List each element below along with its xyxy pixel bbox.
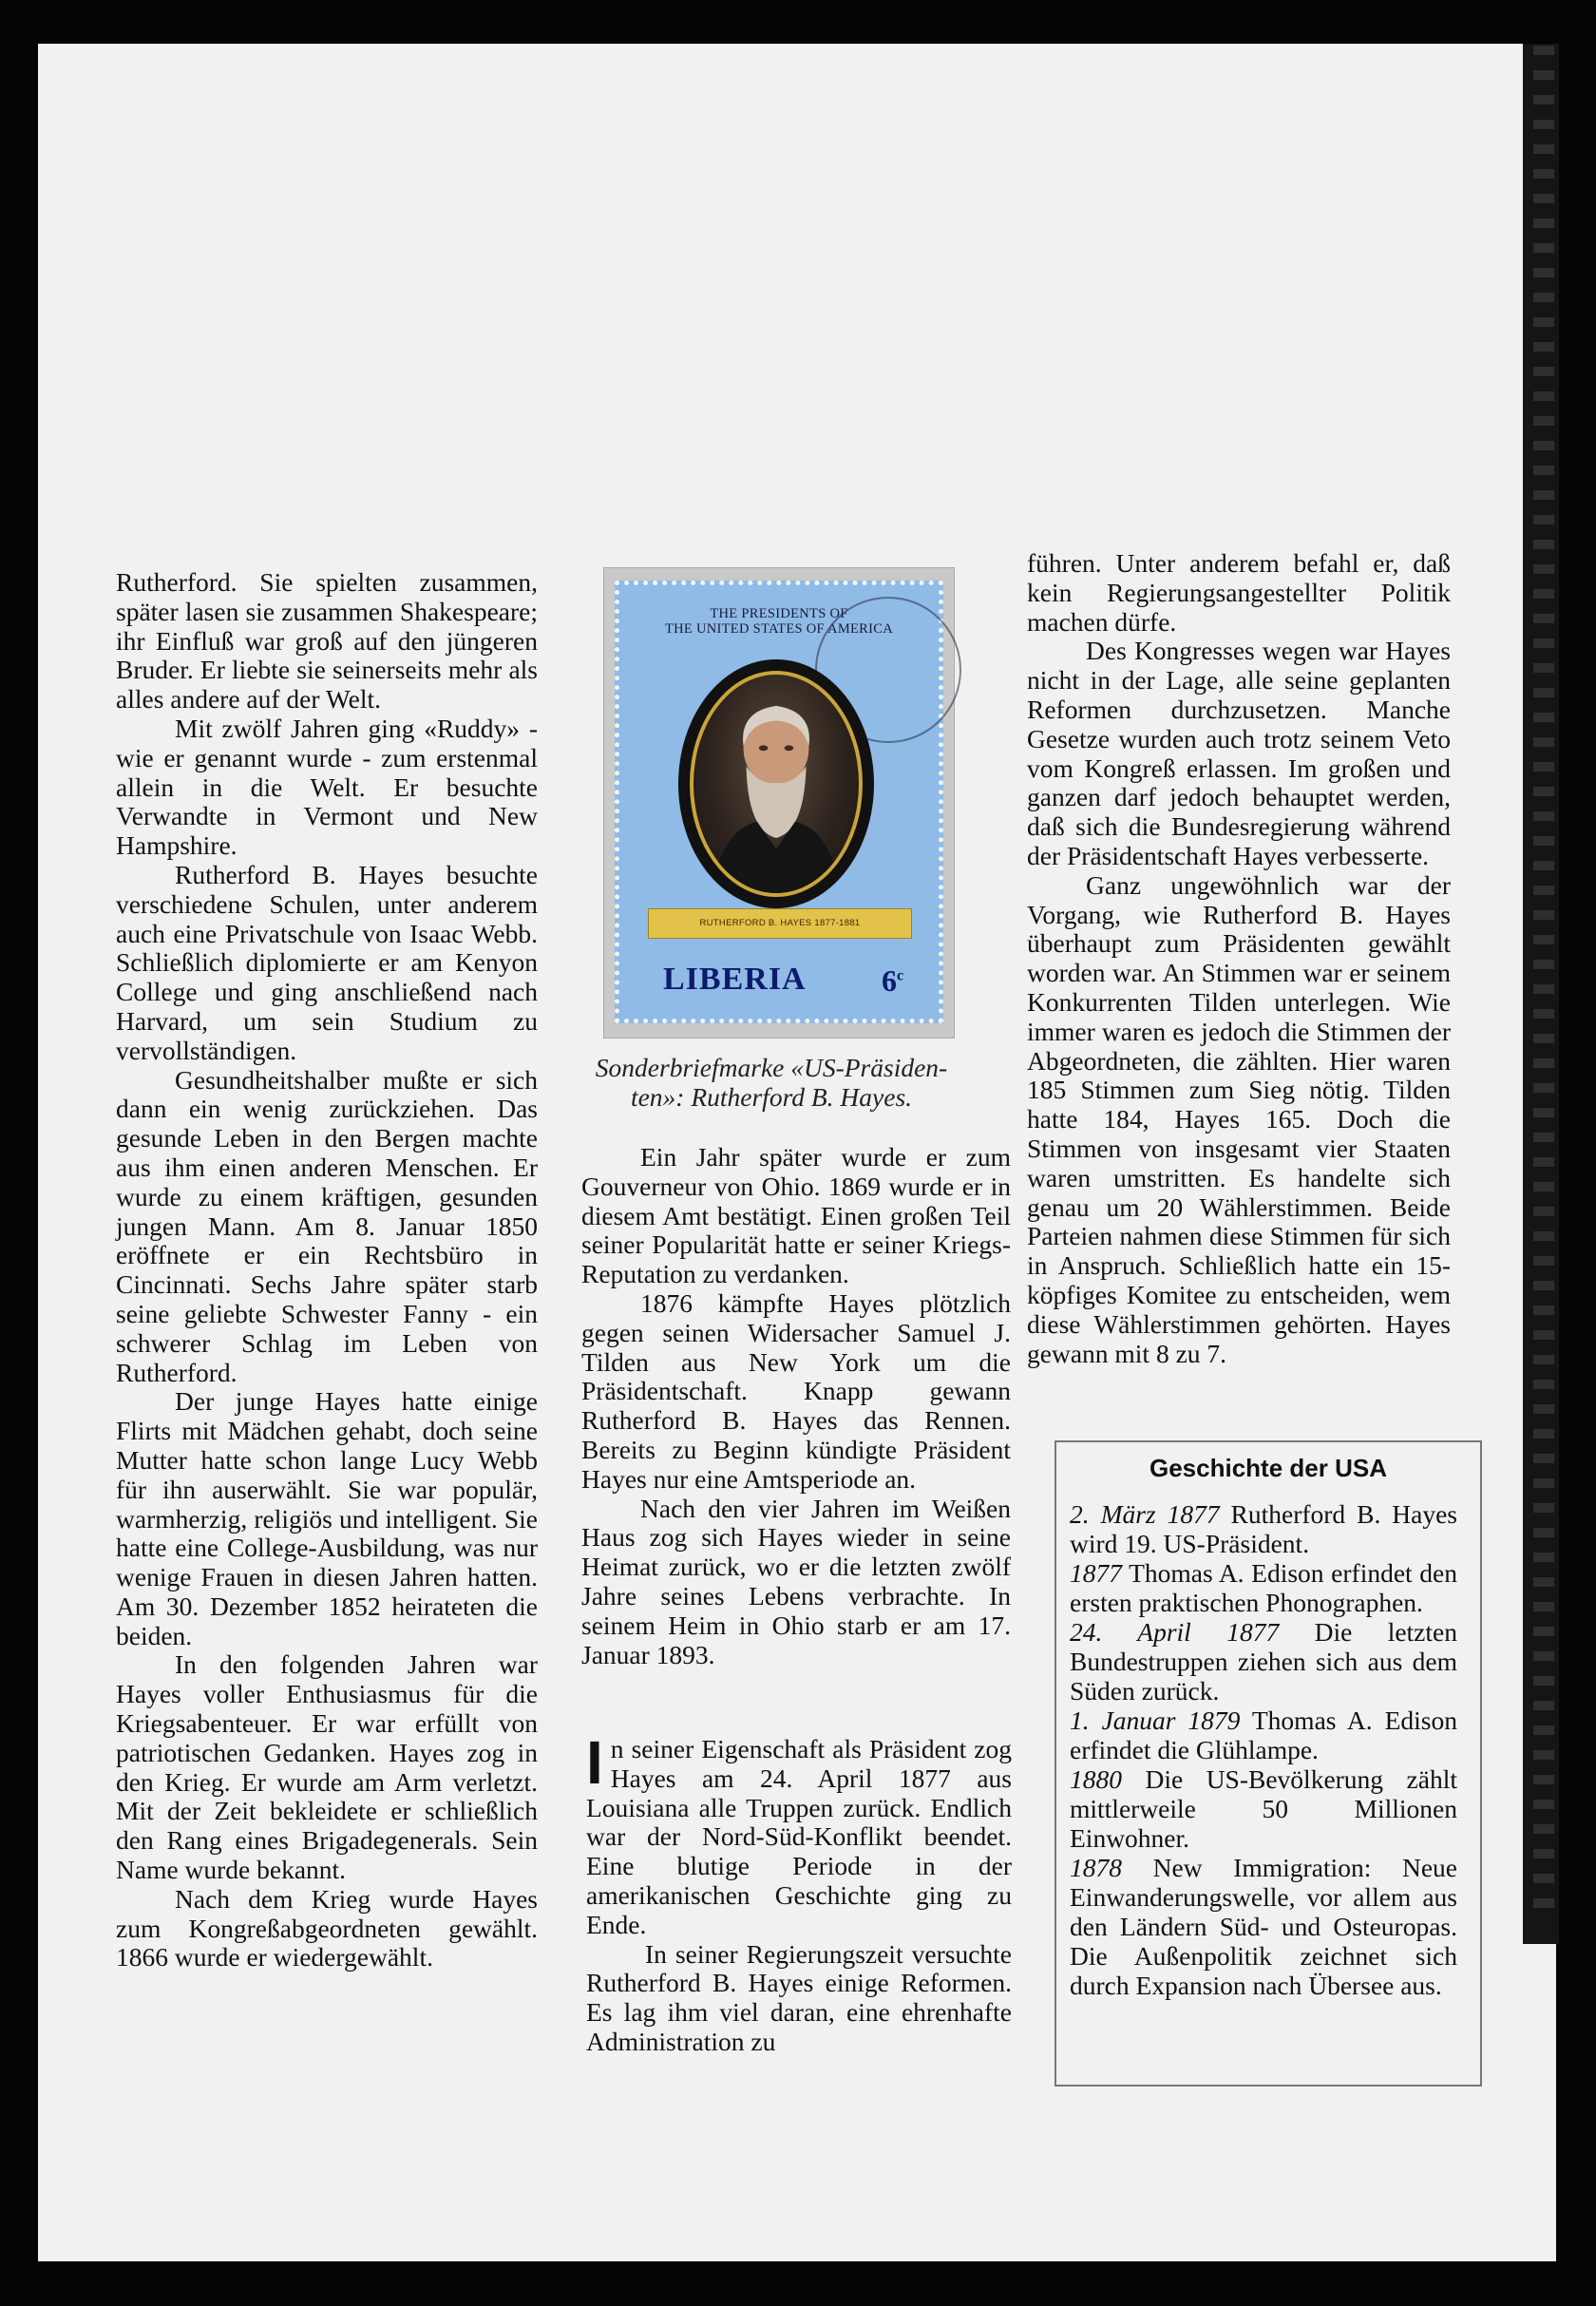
- entry-text: Thomas A. Edison erfindet den ersten praktischen Phonographen.: [1070, 1558, 1457, 1617]
- history-entry: [1070, 1499, 1457, 1558]
- paragraph: In seiner Regierungszeit versuchte Rutherford B. Hayes einige Reformen. Es lag ihm viel daran, eine ehrenhafte Administration zu: [586, 1938, 1012, 2056]
- stamp-value-unit: c: [897, 967, 904, 984]
- stamp-mount: [603, 567, 955, 1039]
- history-entry: [1070, 1853, 1457, 2000]
- paragraph: Der junge Hayes hatte einige Flirts mit Mädchen gehabt, doch seine Mutter hatte schon lange Lucy Webb für ihn auserwählt. Sie war populär, warmherzig, religiös und intelligent. Sie hatte eine College-Ausbildung, was nur wenige Frauen in diesen Jahren hatten. Am 30. Dezember 1852 heirateten die beiden.: [116, 1386, 538, 1650]
- entry-date: 1880: [1070, 1764, 1122, 1794]
- entry-text: Die US-Bevölkerung zählt mittlerweile 50 Millionen Einwohner.: [1070, 1764, 1457, 1853]
- history-title: Geschichte der USA: [1150, 1454, 1387, 1482]
- portrait-hayes-icon: [694, 675, 859, 893]
- paragraph: In den folgenden Jahren war Hayes voller Enthusiasmus für die Kriegsabenteuer. Er war erfüllt von patriotischen Gedanken. Hayes zog in den Krieg. Er wurde am Arm verletzt. Mit der Zeit bekleidete er schließlich den Rang eines Brigadegenerals. Sein Name wurde bekannt.: [116, 1649, 538, 1885]
- stamp-value-number: 6: [882, 963, 897, 998]
- entry-date: 24. April 1877: [1070, 1617, 1280, 1647]
- entry-date: 1877: [1070, 1558, 1122, 1588]
- portrait-frame: [678, 659, 874, 908]
- binder-holes: [1533, 46, 1554, 1908]
- paragraph: Gesundheitshalber mußte er sich dann ein wenig zurückziehen. Das gesunde Leben in den Bergen machte aus ihm einen anderen Menschen. Er wurde zu einem kräftigen, gesunden jungen Mann. Am 8. Januar 1850 eröffnete er ein Rechtsbüro in Cincinnati. Sechs Jahre später starb seine geliebte Schwester Fanny - ein schwerer Schlag im Leben von Rutherford.: [116, 1064, 538, 1387]
- entry-date: 1878: [1070, 1853, 1122, 1882]
- caption-line: ten»: Rutherford B. Hayes.: [630, 1082, 913, 1112]
- stamp-title-line: THE PRESIDENTS OF: [710, 606, 848, 621]
- column-left: [116, 568, 538, 1972]
- entry-text: Rutherford B. Hayes wird 19. US-Präsident.: [1070, 1499, 1458, 1558]
- paragraph: Ein Jahr später wurde er zum Gouverneur von Ohio. 1869 wurde er in diesem Amt bestätigt. Einen großen Teil seiner Popularität hatte er seiner Kriegs-Reputation zu verdanken.: [581, 1142, 1011, 1289]
- stamp-title-line: THE UNITED STATES OF AMERICA: [664, 621, 894, 637]
- stamp-country: LIBERIA: [663, 962, 807, 997]
- drop-cap: I: [586, 1728, 603, 1797]
- history-entry: [1070, 1706, 1457, 1764]
- portrait-oval: [690, 671, 863, 897]
- history-entry: [1070, 1764, 1457, 1853]
- paragraph-text: n seiner Eigenschaft als Präsident zog Hayes am 24. April 1877 aus Louisiana alle Truppen zurück. Endlich war der Nord-Süd-Konflikt beendet. Eine blutige Periode in der amerikanischen Geschichte ging zu Ende.: [586, 1734, 1012, 1939]
- paragraph: Nach dem Krieg wurde Hayes zum Kongreßabgeordneten gewählt. 1866 wurde er wiedergewählt.: [116, 1883, 538, 1972]
- entry-text: Die letzten Bundestruppen ziehen sich aus dem Süden zurück.: [1070, 1617, 1457, 1706]
- entry-date: 1. Januar 1879: [1070, 1706, 1241, 1735]
- paragraph: Ganz ungewöhnlich war der Vorgang, wie Rutherford B. Hayes überhaupt zum Präsidenten gewählt worden war. An Stimmen war er seinem Konkurrenten Tilden unterlegen. Wie immer waren es jedoch die Stimmen der Abgeordneten, die zählten. Hier waren 185 Stimmen zum Sieg nötig. Tilden hatte 184, Hayes 165. Doch die Stimmen von insgesamt vier Staaten waren umstritten. Es handelte sich genau um 20 Wählerstimmen. Beide Parteien nahmen diese Stimmen für sich in Anspruch. Schließlich hatte ein 15-köpfiges Komitee zu entscheiden, wem diese Wählerstimmen gehörten. Hayes gewann mit 8 zu 7.: [1027, 869, 1451, 1368]
- history-list: [1070, 1499, 1457, 2000]
- paragraph: Rutherford B. Hayes besuchte verschiedene Schulen, unter anderem auch eine Privatschule von Isaac Webb. Schließlich diplomierte er am Kenyon College und ging anschließend nach Harvard, um sein Studium zu vervollständigen.: [116, 859, 538, 1065]
- entry-date: 2. März 1877: [1070, 1499, 1220, 1529]
- paragraph: Mit zwölf Jahren ging «Ruddy» - wie er genannt wurde - zum erstenmal allein in die Welt. Er besuchte Verwandte in Vermont und New Hampshire.: [116, 713, 538, 861]
- stamp-value: [882, 963, 903, 999]
- column-middle-section2: [586, 1728, 1012, 2057]
- stamp-caption: [581, 1053, 961, 1112]
- paragraph: führen. Unter anderem befahl er, daß kein Regierungsangestellter Politik machen dürfe.: [1027, 548, 1451, 637]
- paragraph: [586, 1728, 1012, 1940]
- history-entry: [1070, 1617, 1457, 1706]
- entry-text: New Immigration: Neue Einwanderungswelle, vor allem aus den Ländern Süd- und Osteuropas. Die Außenpolitik zeichnet sich durch Expansion nach Übersee aus.: [1070, 1853, 1457, 2000]
- stamp-name-ribbon: RUTHERFORD B. HAYES 1877-1881: [648, 908, 912, 939]
- history-entry: [1070, 1558, 1457, 1617]
- paragraph: Nach den vier Jahren im Weißen Haus zog sich Hayes wieder in seine Heimat zurück, wo er die letzten zwölf Jahre seines Lebens verbrachte. In seinem Heim in Ohio starb er am 17. Januar 1893.: [581, 1493, 1011, 1669]
- column-middle: [581, 1143, 1011, 1669]
- paragraph: 1876 kämpfte Hayes plötzlich gegen seinen Widersacher Samuel J. Tilden aus New York um die Präsidentschaft. Knapp gewann Rutherford B. Hayes das Rennen. Bereits zu Beginn kündigte Präsident Hayes nur eine Amtsperiode an.: [581, 1287, 1011, 1494]
- paragraph: Rutherford. Sie spielten zusammen, später lasen sie zusammen Shakespeare; ihr Einfluß war groß auf den jüngeren Bruder. Er liebte sie seinerseits mehr als alles andere auf der Welt.: [116, 567, 538, 715]
- caption-line: Sonderbriefmarke «US-Präsiden-: [595, 1053, 948, 1082]
- entry-text: Thomas A. Edison erfindet die Glühlampe.: [1070, 1706, 1457, 1764]
- paragraph: Des Kongresses wegen war Hayes nicht in der Lage, alle seine geplanten Reformen durchzusetzen. Manche Gesetze wurden auch trotz seinem Veto vom Kongreß erlassen. Im großen und ganzen darf jedoch behauptet werden, daß sich die Bundesregierung während der Präsidentschaft Hayes verbesserte.: [1027, 636, 1451, 870]
- column-right: [1027, 549, 1451, 1368]
- history-box: [1054, 1440, 1482, 2087]
- liberia-stamp: [615, 581, 943, 1023]
